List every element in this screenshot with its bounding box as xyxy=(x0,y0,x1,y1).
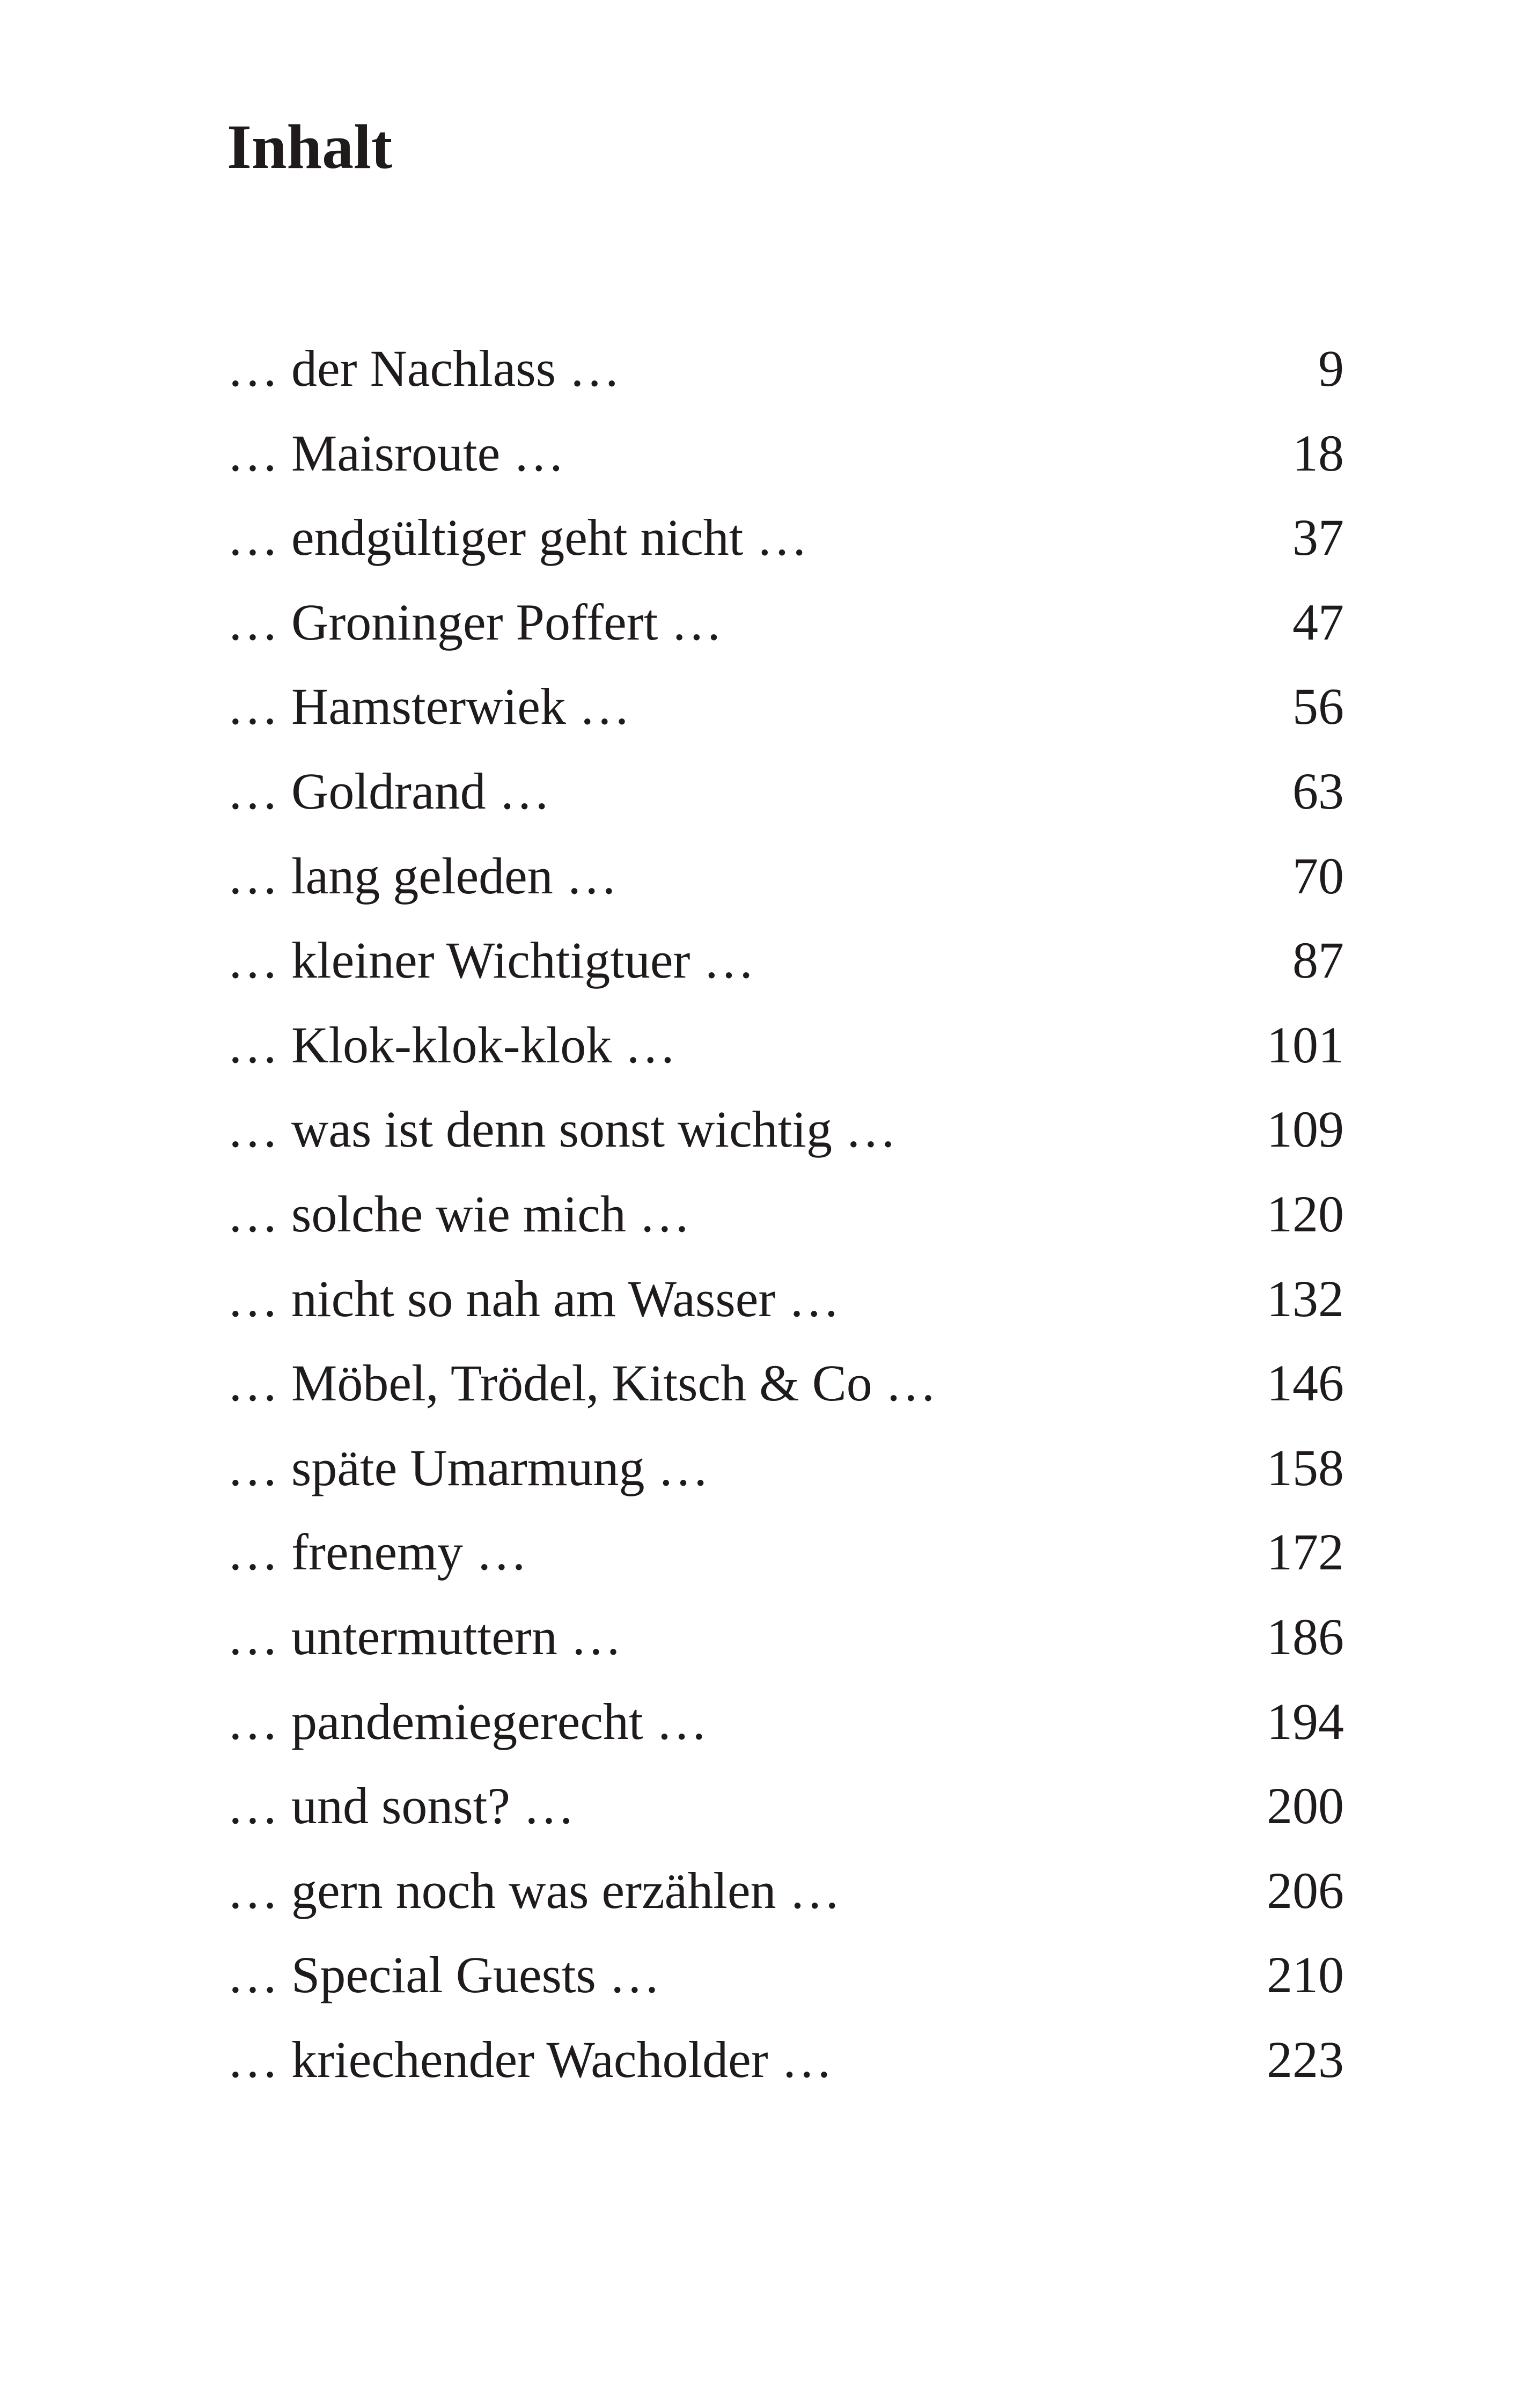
toc-entry xyxy=(227,749,1344,834)
toc-entry xyxy=(227,664,1344,749)
toc-entry-title: … nicht so nah am Wasser … xyxy=(227,1269,840,1327)
toc-entry-title: … kriechender Wacholder … xyxy=(227,2030,833,2088)
toc-entry xyxy=(227,411,1344,496)
toc-entry-page-number: 47 xyxy=(1292,593,1344,651)
page-title: Inhalt xyxy=(227,112,393,182)
toc-entry xyxy=(227,1341,1344,1426)
toc-entry-title: … und sonst? … xyxy=(227,1777,575,1835)
toc-entry xyxy=(227,580,1344,665)
toc-entry-title: … Goldrand … xyxy=(227,762,550,820)
toc-entry xyxy=(227,1595,1344,1679)
toc-entry-page-number: 223 xyxy=(1267,2030,1344,2088)
toc-entry-page-number: 70 xyxy=(1292,847,1344,905)
toc-entry-page-number: 120 xyxy=(1267,1185,1344,1243)
toc-entry-title: … späte Umarmung … xyxy=(227,1438,709,1496)
toc-entry-page-number: 18 xyxy=(1292,424,1344,482)
toc-entry-title: … gern noch was erzählen … xyxy=(227,1861,841,1919)
toc-entry xyxy=(227,1172,1344,1257)
toc-entry xyxy=(227,2017,1344,2102)
toc-entry xyxy=(227,1764,1344,1848)
toc-entry-title: … pandemiegerecht … xyxy=(227,1692,708,1750)
toc-entry-page-number: 206 xyxy=(1267,1861,1344,1919)
toc-entry-title: … frenemy … xyxy=(227,1523,527,1581)
toc-entry-page-number: 146 xyxy=(1267,1354,1344,1412)
toc-entry xyxy=(227,834,1344,919)
toc-entry xyxy=(227,1003,1344,1088)
toc-entry-page-number: 200 xyxy=(1267,1777,1344,1835)
toc-entry-page-number: 132 xyxy=(1267,1269,1344,1327)
table-of-contents xyxy=(227,326,1344,2102)
toc-entry xyxy=(227,1257,1344,1341)
toc-entry xyxy=(227,495,1344,580)
toc-entry-page-number: 210 xyxy=(1267,1946,1344,2004)
toc-entry-page-number: 37 xyxy=(1292,509,1344,567)
toc-entry-page-number: 158 xyxy=(1267,1438,1344,1496)
toc-entry-title: … kleiner Wichtigtuer … xyxy=(227,931,755,989)
toc-entry-title: … Möbel, Trödel, Kitsch & Co … xyxy=(227,1354,937,1412)
toc-entry-page-number: 9 xyxy=(1318,340,1344,397)
toc-entry xyxy=(227,1087,1344,1172)
toc-entry-title: … lang geleden … xyxy=(227,847,618,905)
toc-entry xyxy=(227,1848,1344,1933)
toc-entry xyxy=(227,1426,1344,1510)
toc-entry-page-number: 87 xyxy=(1292,931,1344,989)
toc-entry-title: … Klok-klok-klok … xyxy=(227,1016,677,1074)
toc-entry-title: … was ist denn sonst wichtig … xyxy=(227,1100,897,1158)
toc-entry-page-number: 194 xyxy=(1267,1692,1344,1750)
toc-entry-page-number: 172 xyxy=(1267,1523,1344,1581)
toc-entry xyxy=(227,1933,1344,2017)
toc-entry xyxy=(227,1679,1344,1764)
toc-entry xyxy=(227,326,1344,411)
toc-entry-title: … untermuttern … xyxy=(227,1607,622,1665)
toc-entry-title: … Special Guests … xyxy=(227,1946,660,2004)
toc-entry-title: … Hamsterwiek … xyxy=(227,678,630,736)
toc-entry-page-number: 63 xyxy=(1292,762,1344,820)
toc-entry-page-number: 56 xyxy=(1292,678,1344,736)
toc-entry-page-number: 109 xyxy=(1267,1100,1344,1158)
toc-entry-title: … der Nachlass … xyxy=(227,340,621,397)
toc-entry-title: … solche wie mich … xyxy=(227,1185,690,1243)
toc-entry-title: … Groninger Poffert … xyxy=(227,593,723,651)
toc-entry-page-number: 101 xyxy=(1267,1016,1344,1074)
toc-entry-title: … endgültiger geht nicht … xyxy=(227,509,808,567)
toc-entry-title: … Maisroute … xyxy=(227,424,565,482)
toc-entry xyxy=(227,918,1344,1003)
toc-entry xyxy=(227,1510,1344,1595)
toc-entry-page-number: 186 xyxy=(1267,1607,1344,1665)
